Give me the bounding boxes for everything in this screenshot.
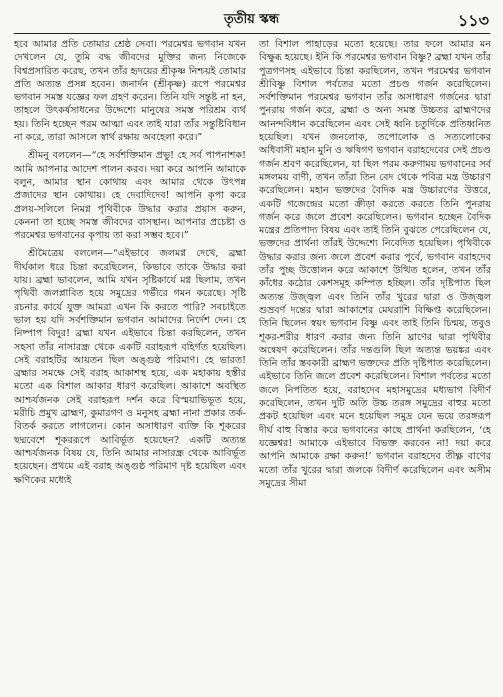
paragraph: শ্রীমৈত্রেয় বললেন—“এইভাবে জলমগ্ন দেখে, ব্রহ্মা দীর্ঘকাল ধরে চিন্তা করেছিলেন, কিভাবে তাকে উদ্ধার করা যায়। ব্রহ্মা ভাবলেন, আমি যখন সৃষ্টিকার্যে মগ্ন ছিলাম, তখন পৃথিবী জলপ্লাবিত হয়ে সমুদ্রের গর্ভীরে গমন করেছে। সৃষ্টি রচনার কার্যে যুক্ত আমরা এখন কি করতে পারি? সবচাইতে ভাল হয় যদি সর্বশক্তিমান ভগবান আমাদের নির্দেশ দেন। হে নিষ্পাপ বিদুর! ব্রহ্মা যখন এইভাবে চিন্তা করছিলেন, তখন সহসা তাঁর নাসারন্ধ্র থেকে একটি বরাহরূপ বহির্গত হয়েছিল। সেই বরাহটির আয়তন ছিল অঙ্গুষ্ঠ পরিমাণ। হে ভারত! ব্রহ্মার সমক্ষে সেই বরাহ আকাশস্থ হয়ে, এক মহাকায় হস্তীর মতো এক বিশাল আকার ধারণ করেছিল। আকাশে অবস্থিত আশ্চর্যজনক সেই বরাহরূপ দর্শন করে বিস্ময়াভিভূত হয়ে, মরীচি প্রমুখ ব্রাহ্মণ, কুমারগণ ও মনুসহ ব্রহ্মা নানা প্রকার তর্ক-বিতর্ক করতে লাগলেন। কোন অসাধারণ ব্যক্তি কি শূকরের ছদ্মবেশে শূকররূপে আবির্ভূত হয়েছেন? একটি অত্যন্ত আশ্চর্যজনক বিষয় যে, তিনি আমার নাসারন্ধ্র থেকে আবির্ভূত হয়েছেন। প্রথমে এই বরাহ অঙ্গুষ্ঠ পরিমাণ দৃষ্ট হয়েছিল এবং ক্ষণিকের মধ্যেই bbox=[14, 248, 246, 486]
paragraph: হবে আমার প্রতি তোমার শ্রেষ্ঠ সেবা। পরমেশ্বর ভগবান যখন দেখলেন যে, তুমি বদ্ধ জীবদের মুক্তির জন্য নিজেকে বিশ্বপ্রসারিত করেছ, তখন তাঁর হৃদয়ের শ্রীকৃষ্ণ নিশ্চয়ই তোমার প্রতি অত্যন্ত প্রসন্ন হবেন। জনার্দন (শ্রীকৃষ্ণ) রূপে পরমেশ্বর ভগবান সমস্ত যজ্ঞের ফল গ্রহণ করেন। তিনি যদি সন্তুষ্ট না হন, তাহলে উৎকর্ষসাধনের উদ্দেশ্যে মানুষের সমস্ত পরিশ্রম ব্যর্থ হয়। তিনি হচ্ছেন পরম আত্মা এবং তাই যারা তাঁর সন্তুষ্টিবিধান না করে, তারা আসলে স্বার্থ রক্ষায় অবহেলা করে।” bbox=[14, 39, 246, 144]
paragraph: শ্রীমনু বললেন—“হে সর্বশক্তিমান প্রভু! হে সর্ব পাপনাশক! আমি আপনার আদেশ পালন করব। দয়া করে আপনি আমাকে বলুন, আমার স্থান কোথায় এবং আমার থেকে উৎপন্ন প্রজাদের স্থান কোথায়। হে দেবাদিদেব! আপনি কৃপা করে প্রলয়-সলিলে নিমগ্ন পৃথিবীকে উদ্ধার করার প্রয়াস করুন, কেননা তা হচ্ছে সমস্ত জীবদের বাসস্থান। আপনার প্রচেষ্টা ও পরমেশ্বর ভগবানের কৃপায় তা করা সম্ভব হবে।” bbox=[14, 150, 246, 242]
page-number: ১১৩ bbox=[457, 11, 489, 30]
right-column bbox=[259, 38, 491, 688]
header-rule bbox=[14, 33, 490, 34]
page-header bbox=[0, 8, 503, 30]
left-column bbox=[14, 38, 246, 688]
paragraph: তা বিশাল পাহাড়ের মতো হয়েছে। তার ফলে আমার মন বিক্ষুব্ধ হয়েছে। ইনি কি পরমেশ্বর ভগবান বিষ্ণু? ব্রহ্মা যখন তাঁর পুত্রগণসহ এইভাবে চিন্তা করছিলেন, তখন পরমেশ্বর ভগবান শ্রীবিষ্ণু বিশাল পর্বতের মতো প্রচণ্ড গর্জন করেছিলেন। সর্বশক্তিমান পরমেশ্বর ভগবান তাঁর অসাধারণ গর্জনের দ্বারা পুনরায় গর্জন করে, ব্রহ্মা ও অন্য সমস্ত উচ্চতর ব্রাহ্মণদের আনন্দবিধান করেছিলেন এবং সেই ধ্বনি চতুর্দিকে প্রতিধ্বনিত হয়েছিল। যখন জনলোক, তপোলোক ও সত্যলোকের অধিবাসী মহান মুনি ও ঋষিগণ ভগবান বরাহদেবের সেই প্রচণ্ড গর্জন শ্রবণ করেছিলেন, যা ছিল পরম করুণাময় ভগবানের সর্ব মঙ্গলময় বাণী, তখন তাঁরা তিন বেদ থেকে পবিত্র মন্ত্র উচ্চারণ করেছিলেন। মহান ভক্তদের বৈদিক মন্ত্র উচ্চারণের উত্তরে, একটি গজেন্দ্রের মতো ক্রীড়া করতে করতে তিনি পুনরায় গর্জন করে জলে প্রবেশ করেছিলেন। ভগবান হচ্ছেন বৈদিক মন্ত্রের প্রতিপাদ্য বিষয় এবং তাই তিনি বুঝতে পেরেছিলেন যে, ভক্তদের প্রার্থনা তাঁরই উদ্দেশ্যে নিবেদিত হয়েছিল। পৃথিবীকে উদ্ধার করার জন্য জলে প্রবেশ করার পূর্বে, ভগবান বরাহদেব তাঁর পুচ্ছ উত্তোলন করে আকাশে উত্থিত হলেন, তখন তাঁর কাঁধের কঠোর কেশসমূহ কম্পিত হচ্ছিল। তাঁর দৃষ্টিপাত ছিল অত্যন্ত উজ্জ্বল এবং তিনি তাঁর খুরের দ্বারা ও উজ্জ্বল শুভ্রবর্ণ দন্তের দ্বারা আকাশের মেঘরাশি বিক্ষিপ্ত করেছিলেন। তিনি ছিলেন স্বয়ং ভগবান বিষ্ণু এবং তাই তিনি চিন্ময়, তবুও শূকর-শরীর ধারণ করার জন্য তিনি ঘ্রাণের দ্বারা পৃথিবীর অন্বেষণ করেছিলেন। তাঁর দন্তগুলি ছিল অত্যন্ত ভয়ঙ্কর এবং তিনি তাঁর স্তবকারী ব্রাহ্মণ ভক্তদের প্রতি দৃষ্টিপাত করেছিলেন। এইভাবে তিনি জলে প্রবেশ করেছিলেন। বিশাল পর্বতের মতো জলে নিপতিত হয়ে, বরাহদেব মহাসমুদ্রের মধ্যভাগ বিদীর্ণ করেছিলেন, তখন দুটি অতি উচ্চ তরঙ্গ সমুদ্রের বাহুর মতো প্রকট হয়েছিল এবং মনে হয়েছিল সমুদ্র যেন ভয়ে তরঙ্গরূপ দীর্ঘ বাহু বিস্তার করে ভগবানের কাছে প্রার্থনা করছিলেন, ‘হে যজ্ঞেশ্বর! আমাকে এইভাবে বিভক্ত করবেন না! দয়া করে আপনি আমাকে রক্ষা করুন!’ ভগবান বরাহদেব তীক্ষ্ণ বাণের মতো তাঁর খুরের দ্বারা জলকে বিদীর্ণ করেছিলেন এবং অসীম সমুদ্রের সীমা bbox=[259, 39, 491, 489]
running-title: তৃতীয় স্কন্ধ bbox=[223, 12, 280, 27]
